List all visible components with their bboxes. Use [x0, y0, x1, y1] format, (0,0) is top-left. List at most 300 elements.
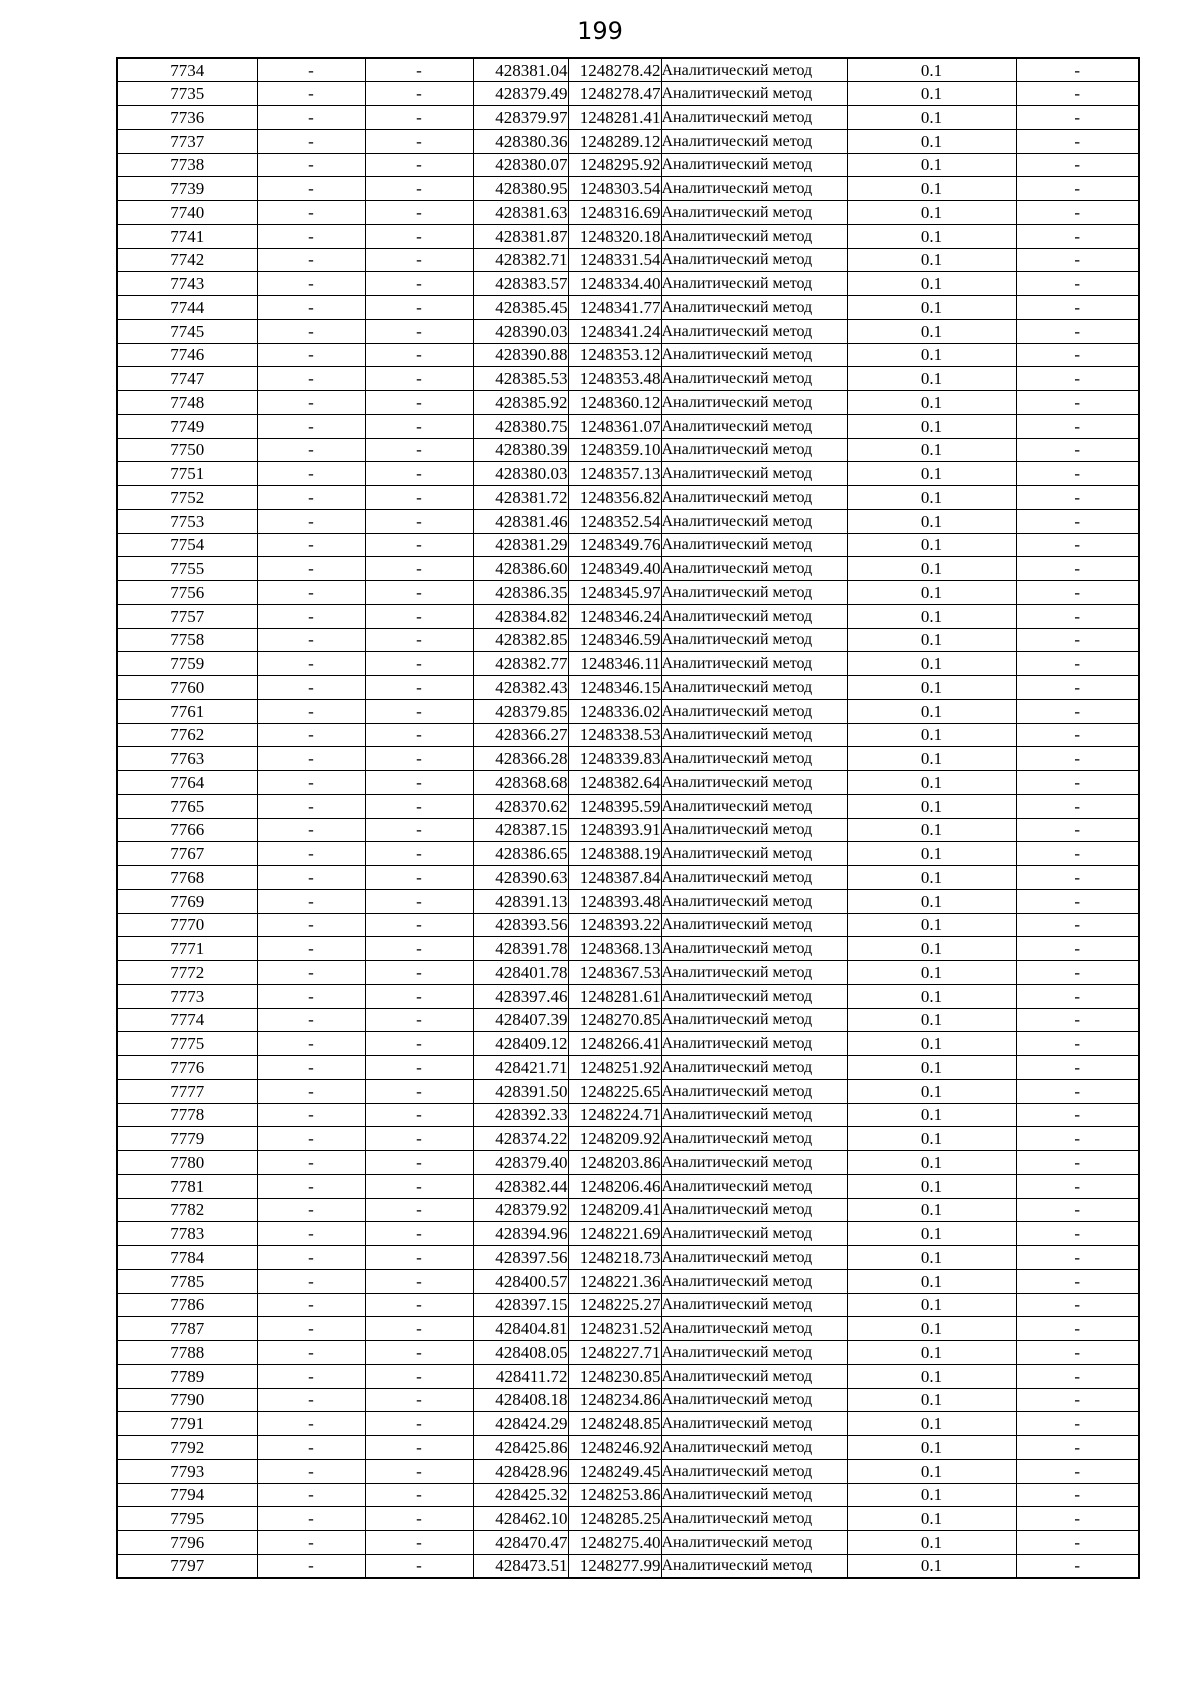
- point-number-cell: 7756: [117, 581, 257, 605]
- accuracy-cell: 0.1: [847, 557, 1016, 581]
- point-number-cell: 7781: [117, 1174, 257, 1198]
- x-coordinate-cell: 428381.46: [473, 509, 568, 533]
- point-number-cell: 7789: [117, 1364, 257, 1388]
- point-number-cell: 7750: [117, 438, 257, 462]
- table-row: [117, 82, 1139, 106]
- dash-cell: -: [257, 676, 365, 700]
- x-coordinate-cell: 428382.71: [473, 248, 568, 272]
- method-cell: Аналитический метод: [661, 818, 847, 842]
- table-row: [117, 1412, 1139, 1436]
- table-row: [117, 1269, 1139, 1293]
- x-coordinate-cell: 428381.04: [473, 58, 568, 82]
- dash-cell: -: [257, 913, 365, 937]
- method-cell: Аналитический метод: [661, 652, 847, 676]
- dash-cell: -: [365, 1364, 473, 1388]
- method-cell: Аналитический метод: [661, 1127, 847, 1151]
- table-row: [117, 462, 1139, 486]
- table-row: [117, 319, 1139, 343]
- x-coordinate-cell: 428385.53: [473, 367, 568, 391]
- method-cell: Аналитический метод: [661, 1056, 847, 1080]
- dash-cell: -: [1016, 1269, 1139, 1293]
- y-coordinate-cell: 1248338.53: [568, 723, 661, 747]
- accuracy-cell: 0.1: [847, 438, 1016, 462]
- table-row: [117, 794, 1139, 818]
- point-number-cell: 7778: [117, 1103, 257, 1127]
- table-row: [117, 699, 1139, 723]
- dash-cell: -: [257, 628, 365, 652]
- point-number-cell: 7746: [117, 343, 257, 367]
- dash-cell: -: [365, 248, 473, 272]
- method-cell: Аналитический метод: [661, 771, 847, 795]
- method-cell: Аналитический метод: [661, 842, 847, 866]
- y-coordinate-cell: 1248246.92: [568, 1436, 661, 1460]
- dash-cell: -: [1016, 414, 1139, 438]
- point-number-cell: 7779: [117, 1127, 257, 1151]
- y-coordinate-cell: 1248209.92: [568, 1127, 661, 1151]
- dash-cell: -: [365, 533, 473, 557]
- x-coordinate-cell: 428380.03: [473, 462, 568, 486]
- method-cell: Аналитический метод: [661, 1032, 847, 1056]
- point-number-cell: 7768: [117, 866, 257, 890]
- dash-cell: -: [365, 438, 473, 462]
- dash-cell: -: [1016, 866, 1139, 890]
- dash-cell: -: [1016, 984, 1139, 1008]
- table-row: [117, 1222, 1139, 1246]
- x-coordinate-cell: 428390.03: [473, 319, 568, 343]
- table-row: [117, 1507, 1139, 1531]
- accuracy-cell: 0.1: [847, 1127, 1016, 1151]
- y-coordinate-cell: 1248281.61: [568, 984, 661, 1008]
- x-coordinate-cell: 428379.97: [473, 106, 568, 130]
- dash-cell: -: [257, 1103, 365, 1127]
- y-coordinate-cell: 1248346.24: [568, 604, 661, 628]
- dash-cell: -: [365, 1079, 473, 1103]
- x-coordinate-cell: 428428.96: [473, 1459, 568, 1483]
- method-cell: Аналитический метод: [661, 201, 847, 225]
- method-cell: Аналитический метод: [661, 1341, 847, 1365]
- table-row: [117, 414, 1139, 438]
- x-coordinate-cell: 428391.13: [473, 889, 568, 913]
- dash-cell: -: [1016, 129, 1139, 153]
- method-cell: Аналитический метод: [661, 1079, 847, 1103]
- point-number-cell: 7766: [117, 818, 257, 842]
- dash-cell: -: [365, 486, 473, 510]
- dash-cell: -: [257, 652, 365, 676]
- dash-cell: -: [365, 224, 473, 248]
- x-coordinate-cell: 428379.85: [473, 699, 568, 723]
- x-coordinate-cell: 428382.77: [473, 652, 568, 676]
- accuracy-cell: 0.1: [847, 1341, 1016, 1365]
- accuracy-cell: 0.1: [847, 319, 1016, 343]
- method-cell: Аналитический метод: [661, 367, 847, 391]
- method-cell: Аналитический метод: [661, 486, 847, 510]
- dash-cell: -: [257, 58, 365, 82]
- x-coordinate-cell: 428380.75: [473, 414, 568, 438]
- dash-cell: -: [257, 1056, 365, 1080]
- x-coordinate-cell: 428391.50: [473, 1079, 568, 1103]
- accuracy-cell: 0.1: [847, 129, 1016, 153]
- y-coordinate-cell: 1248281.41: [568, 106, 661, 130]
- dash-cell: -: [257, 604, 365, 628]
- dash-cell: -: [365, 842, 473, 866]
- table-row: [117, 1103, 1139, 1127]
- dash-cell: -: [1016, 82, 1139, 106]
- dash-cell: -: [257, 1531, 365, 1555]
- dash-cell: -: [257, 794, 365, 818]
- dash-cell: -: [1016, 153, 1139, 177]
- x-coordinate-cell: 428386.35: [473, 581, 568, 605]
- x-coordinate-cell: 428408.18: [473, 1388, 568, 1412]
- x-coordinate-cell: 428421.71: [473, 1056, 568, 1080]
- dash-cell: -: [257, 319, 365, 343]
- method-cell: Аналитический метод: [661, 581, 847, 605]
- point-number-cell: 7734: [117, 58, 257, 82]
- dash-cell: -: [365, 1459, 473, 1483]
- y-coordinate-cell: 1248361.07: [568, 414, 661, 438]
- dash-cell: -: [365, 866, 473, 890]
- point-number-cell: 7738: [117, 153, 257, 177]
- table-row: [117, 58, 1139, 82]
- y-coordinate-cell: 1248353.12: [568, 343, 661, 367]
- x-coordinate-cell: 428404.81: [473, 1317, 568, 1341]
- dash-cell: -: [1016, 557, 1139, 581]
- table-row: [117, 224, 1139, 248]
- dash-cell: -: [365, 1269, 473, 1293]
- dash-cell: -: [257, 961, 365, 985]
- accuracy-cell: 0.1: [847, 747, 1016, 771]
- dash-cell: -: [1016, 1412, 1139, 1436]
- point-number-cell: 7787: [117, 1317, 257, 1341]
- dash-cell: -: [257, 557, 365, 581]
- accuracy-cell: 0.1: [847, 1554, 1016, 1578]
- y-coordinate-cell: 1248278.42: [568, 58, 661, 82]
- accuracy-cell: 0.1: [847, 937, 1016, 961]
- dash-cell: -: [365, 1032, 473, 1056]
- accuracy-cell: 0.1: [847, 771, 1016, 795]
- dash-cell: -: [1016, 723, 1139, 747]
- accuracy-cell: 0.1: [847, 533, 1016, 557]
- dash-cell: -: [365, 462, 473, 486]
- accuracy-cell: 0.1: [847, 1483, 1016, 1507]
- dash-cell: -: [257, 533, 365, 557]
- method-cell: Аналитический метод: [661, 699, 847, 723]
- x-coordinate-cell: 428380.36: [473, 129, 568, 153]
- accuracy-cell: 0.1: [847, 699, 1016, 723]
- point-number-cell: 7742: [117, 248, 257, 272]
- dash-cell: -: [1016, 842, 1139, 866]
- table-row: [117, 913, 1139, 937]
- dash-cell: -: [365, 581, 473, 605]
- point-number-cell: 7796: [117, 1531, 257, 1555]
- table-row: [117, 937, 1139, 961]
- dash-cell: -: [1016, 1364, 1139, 1388]
- point-number-cell: 7743: [117, 272, 257, 296]
- method-cell: Аналитический метод: [661, 1507, 847, 1531]
- accuracy-cell: 0.1: [847, 1174, 1016, 1198]
- accuracy-cell: 0.1: [847, 652, 1016, 676]
- accuracy-cell: 0.1: [847, 676, 1016, 700]
- dash-cell: -: [365, 818, 473, 842]
- table-row: [117, 177, 1139, 201]
- accuracy-cell: 0.1: [847, 1056, 1016, 1080]
- table-row: [117, 1008, 1139, 1032]
- table-row: [117, 1198, 1139, 1222]
- y-coordinate-cell: 1248234.86: [568, 1388, 661, 1412]
- x-coordinate-cell: 428462.10: [473, 1507, 568, 1531]
- dash-cell: -: [365, 961, 473, 985]
- dash-cell: -: [1016, 1554, 1139, 1578]
- table-row: [117, 984, 1139, 1008]
- table-row: [117, 1079, 1139, 1103]
- accuracy-cell: 0.1: [847, 272, 1016, 296]
- table-row: [117, 889, 1139, 913]
- dash-cell: -: [365, 1246, 473, 1270]
- dash-cell: -: [365, 391, 473, 415]
- accuracy-cell: 0.1: [847, 1008, 1016, 1032]
- dash-cell: -: [257, 699, 365, 723]
- accuracy-cell: 0.1: [847, 509, 1016, 533]
- method-cell: Аналитический метод: [661, 414, 847, 438]
- y-coordinate-cell: 1248395.59: [568, 794, 661, 818]
- table-row: [117, 248, 1139, 272]
- y-coordinate-cell: 1248231.52: [568, 1317, 661, 1341]
- accuracy-cell: 0.1: [847, 1151, 1016, 1175]
- coordinates-table: [116, 57, 1140, 1579]
- dash-cell: -: [1016, 1483, 1139, 1507]
- x-coordinate-cell: 428380.07: [473, 153, 568, 177]
- method-cell: Аналитический метод: [661, 391, 847, 415]
- dash-cell: -: [365, 414, 473, 438]
- y-coordinate-cell: 1248345.97: [568, 581, 661, 605]
- table-row: [117, 866, 1139, 890]
- table-row: [117, 676, 1139, 700]
- dash-cell: -: [1016, 699, 1139, 723]
- x-coordinate-cell: 428425.32: [473, 1483, 568, 1507]
- dash-cell: -: [1016, 1246, 1139, 1270]
- dash-cell: -: [257, 1459, 365, 1483]
- y-coordinate-cell: 1248359.10: [568, 438, 661, 462]
- dash-cell: -: [1016, 272, 1139, 296]
- y-coordinate-cell: 1248346.11: [568, 652, 661, 676]
- dash-cell: -: [257, 367, 365, 391]
- table-row: [117, 961, 1139, 985]
- x-coordinate-cell: 428390.88: [473, 343, 568, 367]
- y-coordinate-cell: 1248316.69: [568, 201, 661, 225]
- dash-cell: -: [365, 699, 473, 723]
- accuracy-cell: 0.1: [847, 367, 1016, 391]
- x-coordinate-cell: 428380.95: [473, 177, 568, 201]
- dash-cell: -: [365, 82, 473, 106]
- point-number-cell: 7791: [117, 1412, 257, 1436]
- y-coordinate-cell: 1248248.85: [568, 1412, 661, 1436]
- method-cell: Аналитический метод: [661, 343, 847, 367]
- point-number-cell: 7760: [117, 676, 257, 700]
- point-number-cell: 7772: [117, 961, 257, 985]
- method-cell: Аналитический метод: [661, 272, 847, 296]
- dash-cell: -: [257, 391, 365, 415]
- dash-cell: -: [1016, 652, 1139, 676]
- dash-cell: -: [257, 747, 365, 771]
- table-row: [117, 1483, 1139, 1507]
- dash-cell: -: [365, 652, 473, 676]
- point-number-cell: 7792: [117, 1436, 257, 1460]
- y-coordinate-cell: 1248339.83: [568, 747, 661, 771]
- dash-cell: -: [257, 842, 365, 866]
- point-number-cell: 7737: [117, 129, 257, 153]
- dash-cell: -: [365, 1293, 473, 1317]
- method-cell: Аналитический метод: [661, 1554, 847, 1578]
- table-row: [117, 1151, 1139, 1175]
- dash-cell: -: [365, 1198, 473, 1222]
- x-coordinate-cell: 428397.46: [473, 984, 568, 1008]
- table-row: [117, 343, 1139, 367]
- accuracy-cell: 0.1: [847, 106, 1016, 130]
- method-cell: Аналитический метод: [661, 1293, 847, 1317]
- page-number: 199: [577, 17, 623, 45]
- accuracy-cell: 0.1: [847, 1459, 1016, 1483]
- dash-cell: -: [257, 866, 365, 890]
- accuracy-cell: 0.1: [847, 296, 1016, 320]
- method-cell: Аналитический метод: [661, 438, 847, 462]
- dash-cell: -: [1016, 438, 1139, 462]
- point-number-cell: 7757: [117, 604, 257, 628]
- x-coordinate-cell: 428407.39: [473, 1008, 568, 1032]
- point-number-cell: 7797: [117, 1554, 257, 1578]
- accuracy-cell: 0.1: [847, 486, 1016, 510]
- y-coordinate-cell: 1248334.40: [568, 272, 661, 296]
- point-number-cell: 7771: [117, 937, 257, 961]
- x-coordinate-cell: 428384.82: [473, 604, 568, 628]
- dash-cell: -: [1016, 1032, 1139, 1056]
- point-number-cell: 7764: [117, 771, 257, 795]
- method-cell: Аналитический метод: [661, 1151, 847, 1175]
- dash-cell: -: [1016, 296, 1139, 320]
- accuracy-cell: 0.1: [847, 604, 1016, 628]
- y-coordinate-cell: 1248341.24: [568, 319, 661, 343]
- y-coordinate-cell: 1248349.76: [568, 533, 661, 557]
- dash-cell: -: [365, 153, 473, 177]
- method-cell: Аналитический метод: [661, 1174, 847, 1198]
- dash-cell: -: [365, 889, 473, 913]
- dash-cell: -: [365, 1412, 473, 1436]
- method-cell: Аналитический метод: [661, 1483, 847, 1507]
- dash-cell: -: [365, 747, 473, 771]
- dash-cell: -: [1016, 961, 1139, 985]
- point-number-cell: 7740: [117, 201, 257, 225]
- dash-cell: -: [365, 129, 473, 153]
- x-coordinate-cell: 428470.47: [473, 1531, 568, 1555]
- accuracy-cell: 0.1: [847, 1293, 1016, 1317]
- method-cell: Аналитический метод: [661, 177, 847, 201]
- accuracy-cell: 0.1: [847, 248, 1016, 272]
- table-row: [117, 628, 1139, 652]
- dash-cell: -: [365, 106, 473, 130]
- y-coordinate-cell: 1248203.86: [568, 1151, 661, 1175]
- point-number-cell: 7762: [117, 723, 257, 747]
- table-row: [117, 1459, 1139, 1483]
- x-coordinate-cell: 428424.29: [473, 1412, 568, 1436]
- accuracy-cell: 0.1: [847, 201, 1016, 225]
- table-row: [117, 581, 1139, 605]
- x-coordinate-cell: 428386.65: [473, 842, 568, 866]
- accuracy-cell: 0.1: [847, 866, 1016, 890]
- dash-cell: -: [257, 1364, 365, 1388]
- y-coordinate-cell: 1248393.22: [568, 913, 661, 937]
- dash-cell: -: [257, 889, 365, 913]
- dash-cell: -: [1016, 58, 1139, 82]
- dash-cell: -: [257, 1507, 365, 1531]
- table-row: [117, 1032, 1139, 1056]
- y-coordinate-cell: 1248336.02: [568, 699, 661, 723]
- y-coordinate-cell: 1248346.59: [568, 628, 661, 652]
- x-coordinate-cell: 428386.60: [473, 557, 568, 581]
- table-row: [117, 1317, 1139, 1341]
- dash-cell: -: [1016, 1531, 1139, 1555]
- dash-cell: -: [257, 82, 365, 106]
- accuracy-cell: 0.1: [847, 58, 1016, 82]
- dash-cell: -: [257, 1269, 365, 1293]
- y-coordinate-cell: 1248251.92: [568, 1056, 661, 1080]
- x-coordinate-cell: 428383.57: [473, 272, 568, 296]
- dash-cell: -: [1016, 1293, 1139, 1317]
- method-cell: Аналитический метод: [661, 889, 847, 913]
- method-cell: Аналитический метод: [661, 1222, 847, 1246]
- dash-cell: -: [1016, 1341, 1139, 1365]
- x-coordinate-cell: 428385.92: [473, 391, 568, 415]
- y-coordinate-cell: 1248275.40: [568, 1531, 661, 1555]
- y-coordinate-cell: 1248382.64: [568, 771, 661, 795]
- table-row: [117, 1056, 1139, 1080]
- x-coordinate-cell: 428400.57: [473, 1269, 568, 1293]
- method-cell: Аналитический метод: [661, 961, 847, 985]
- dash-cell: -: [365, 296, 473, 320]
- table-row: [117, 1554, 1139, 1578]
- table-row: [117, 1436, 1139, 1460]
- dash-cell: -: [1016, 1151, 1139, 1175]
- point-number-cell: 7753: [117, 509, 257, 533]
- dash-cell: -: [257, 438, 365, 462]
- dash-cell: -: [257, 343, 365, 367]
- dash-cell: -: [1016, 1008, 1139, 1032]
- table-row: [117, 533, 1139, 557]
- x-coordinate-cell: 428425.86: [473, 1436, 568, 1460]
- table-row: [117, 557, 1139, 581]
- table-row: [117, 1127, 1139, 1151]
- method-cell: Аналитический метод: [661, 604, 847, 628]
- accuracy-cell: 0.1: [847, 889, 1016, 913]
- dash-cell: -: [365, 272, 473, 296]
- point-number-cell: 7773: [117, 984, 257, 1008]
- y-coordinate-cell: 1248387.84: [568, 866, 661, 890]
- table-row: [117, 1174, 1139, 1198]
- dash-cell: -: [257, 984, 365, 1008]
- accuracy-cell: 0.1: [847, 1507, 1016, 1531]
- method-cell: Аналитический метод: [661, 984, 847, 1008]
- accuracy-cell: 0.1: [847, 628, 1016, 652]
- dash-cell: -: [257, 1151, 365, 1175]
- method-cell: Аналитический метод: [661, 533, 847, 557]
- point-number-cell: 7759: [117, 652, 257, 676]
- point-number-cell: 7749: [117, 414, 257, 438]
- point-number-cell: 7745: [117, 319, 257, 343]
- dash-cell: -: [257, 177, 365, 201]
- point-number-cell: 7783: [117, 1222, 257, 1246]
- x-coordinate-cell: 428381.29: [473, 533, 568, 557]
- method-cell: Аналитический метод: [661, 1364, 847, 1388]
- dash-cell: -: [257, 1436, 365, 1460]
- y-coordinate-cell: 1248209.41: [568, 1198, 661, 1222]
- dash-cell: -: [365, 1317, 473, 1341]
